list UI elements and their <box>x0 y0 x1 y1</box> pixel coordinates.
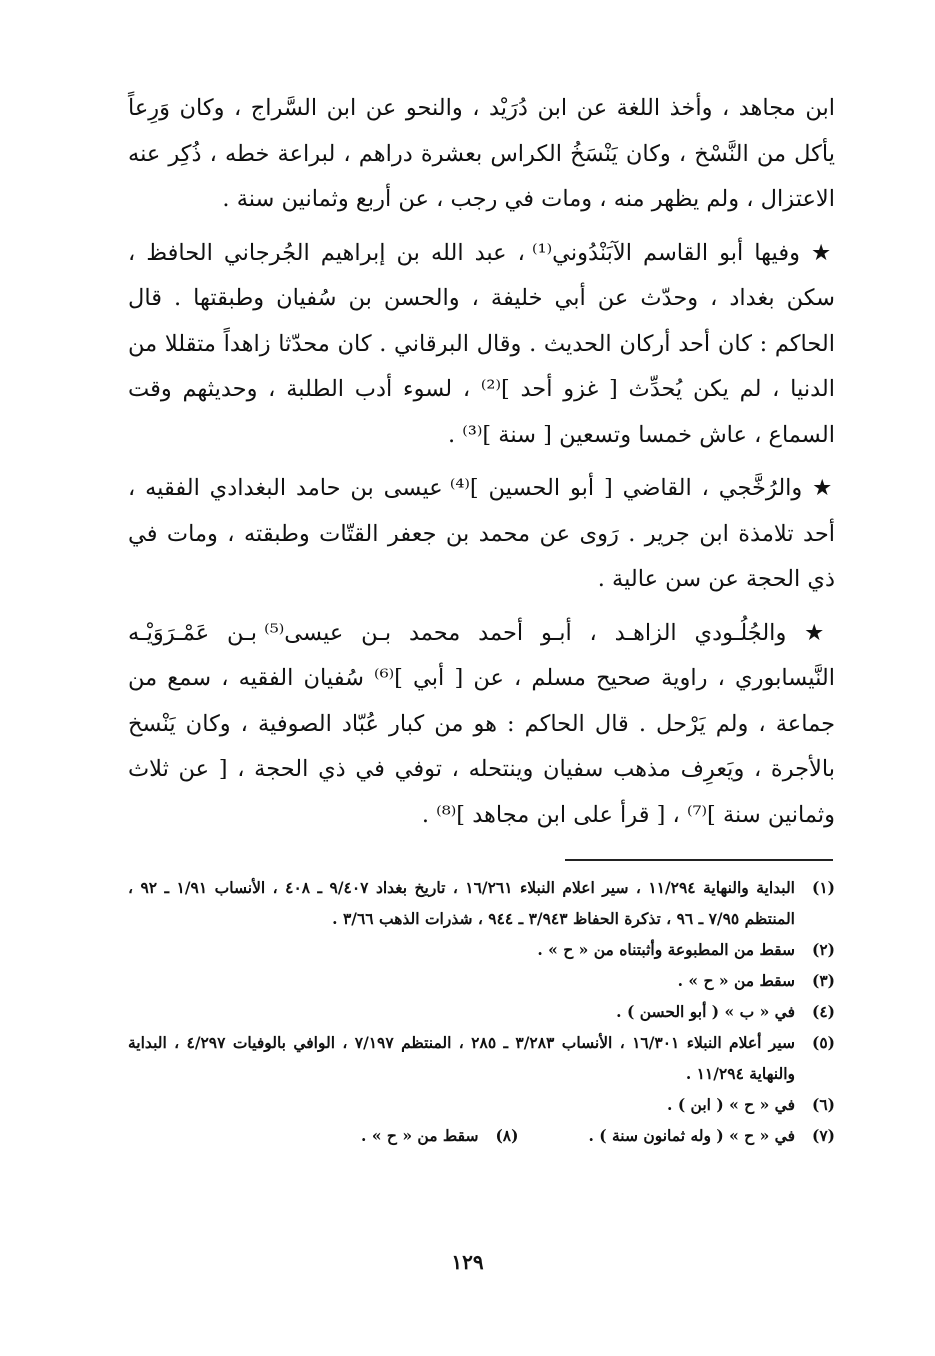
footnote-text: البداية والنهاية ١١/٢٩٤ ، سير اعلام النبلاء ١٦/٢٦١ ، تاريخ بغداد ٩/٤٠٧ ـ ٤٠٨ ، الأنساب ١/٩١ ـ ٩٢ ، المنتظم ٧/٩٥ ـ ٩٦ ، تذكرة الحفاظ ٣/٩٤٣ ـ ٩٤٤ ، شذرات الذهب ٣/٦٦ . <box>128 878 795 928</box>
footnote <box>128 1089 835 1120</box>
footnote <box>128 996 835 1027</box>
paragraph-2: ★ وفيها أبو القاسم الآبَنْدُوني⁽¹⁾ ، عبد الله بن إبراهيم الجُرجاني الحافظ ، سكن بغداد ، وحدّث عن أبي خليفة ، والحسن بن سُفيان وطبقتها . قال الحاكم : كان أحد أركان الحديث . وقال البرقاني . كان محدّثا زاهداً متقللا من الدنيا ، لم يكن يُحدِّث [ غزو أحد ]⁽²⁾ ، لسوء أدب الطلبة ، وحديثهم وقت السماع ، عاش خمسا وتسعين [ سنة ]⁽³⁾ . <box>128 239 835 448</box>
footnote-divider <box>565 859 833 861</box>
footnote <box>361 1120 518 1151</box>
footnote-number: (٣) <box>811 971 835 990</box>
footnote <box>128 1027 835 1089</box>
paragraph-1: ابن مجاهد ، وأخذ اللغة عن ابن دُرَيْد ، والنحو عن ابن السَّراج ، وكان وَرِعاً يأكل من النَّسْخ ، وكان يَنْسَخُ الكراس بعشرة دراهم ، لبراعة خطه ، ذُكِر عنه الاعتزال ، ولم يظهر منه ، ومات في رجب ، عن أربع وثمانين سنة . <box>128 95 835 212</box>
footnote <box>128 934 835 965</box>
footnote-text: سقط من « ح » . <box>361 1126 479 1145</box>
footnote-text: في « ح » ( ابن ) . <box>667 1095 795 1114</box>
footnote-text: في « ب » ( أبو الحسن ) . <box>616 1002 795 1021</box>
footnotes <box>128 872 835 1151</box>
footnote-number: (٢) <box>811 940 835 959</box>
footnote <box>128 872 835 934</box>
footnote <box>588 1120 835 1151</box>
paragraph-3: ★ والرُخَّجي ، القاضي [ أبو الحسين ]⁽⁴⁾ عيسى بن حامد البغدادي الفقيه ، أحد تلامذة ابن جرير . رَوى عن محمد بن جعفر القتّات وطبقته ، ومات في ذي الحجة عن سن عالية . <box>128 475 835 592</box>
footnote-text: سير أعلام النبلاء ١٦/٣٠١ ، الأنساب ٣/٢٨٣ ـ ٢٨٥ ، المنتظم ٧/١٩٧ ، الوافي بالوفيات ٤/٢٩٧ ، البداية والنهاية ١١/٢٩٤ . <box>128 1033 795 1083</box>
footnote-number: (١) <box>811 878 835 897</box>
footnote-number: (٨) <box>495 1126 519 1145</box>
footnote-number: (٧) <box>811 1126 835 1145</box>
footnote-row <box>128 1120 835 1151</box>
page-number: ١٢٩ <box>451 1250 484 1274</box>
footnote-number: (٦) <box>811 1095 835 1114</box>
main-text <box>128 86 835 846</box>
footnote-text: سقط من المطبوعة وأثبتناه من « ح » . <box>537 940 795 959</box>
footnote-number: (٤) <box>811 1002 835 1021</box>
footnote-text: في « ح » ( وله ثمانون سنة ) . <box>588 1126 795 1145</box>
paragraph-4: ★ والجُلُـودي الزاهـد ، أبـو أحمد محمد بـن عيسى⁽⁵⁾ بـن عَمْـرَوَيْـه النَّيسابوري ، راوية صحيح مسلم ، عن [ أبي ]⁽⁶⁾ سُفيان الفقيه ، سمع من جماعة ، ولم يَرْحل . قال الحاكم : هو من كبار عُبّاد الصوفية ، وكان يَنْسخ بالأجرة ، ويَعرِف مذهب سفيان وينتحله ، توفي في ذي الحجة ، [ عن ثلاث وثمانين سنة ]⁽⁷⁾ ، [ قرأ على ابن مجاهد ]⁽⁸⁾ . <box>128 619 835 828</box>
footnote-text: سقط من « ح » . <box>677 971 795 990</box>
footnote <box>128 965 835 996</box>
footnote-number: (٥) <box>811 1033 835 1052</box>
